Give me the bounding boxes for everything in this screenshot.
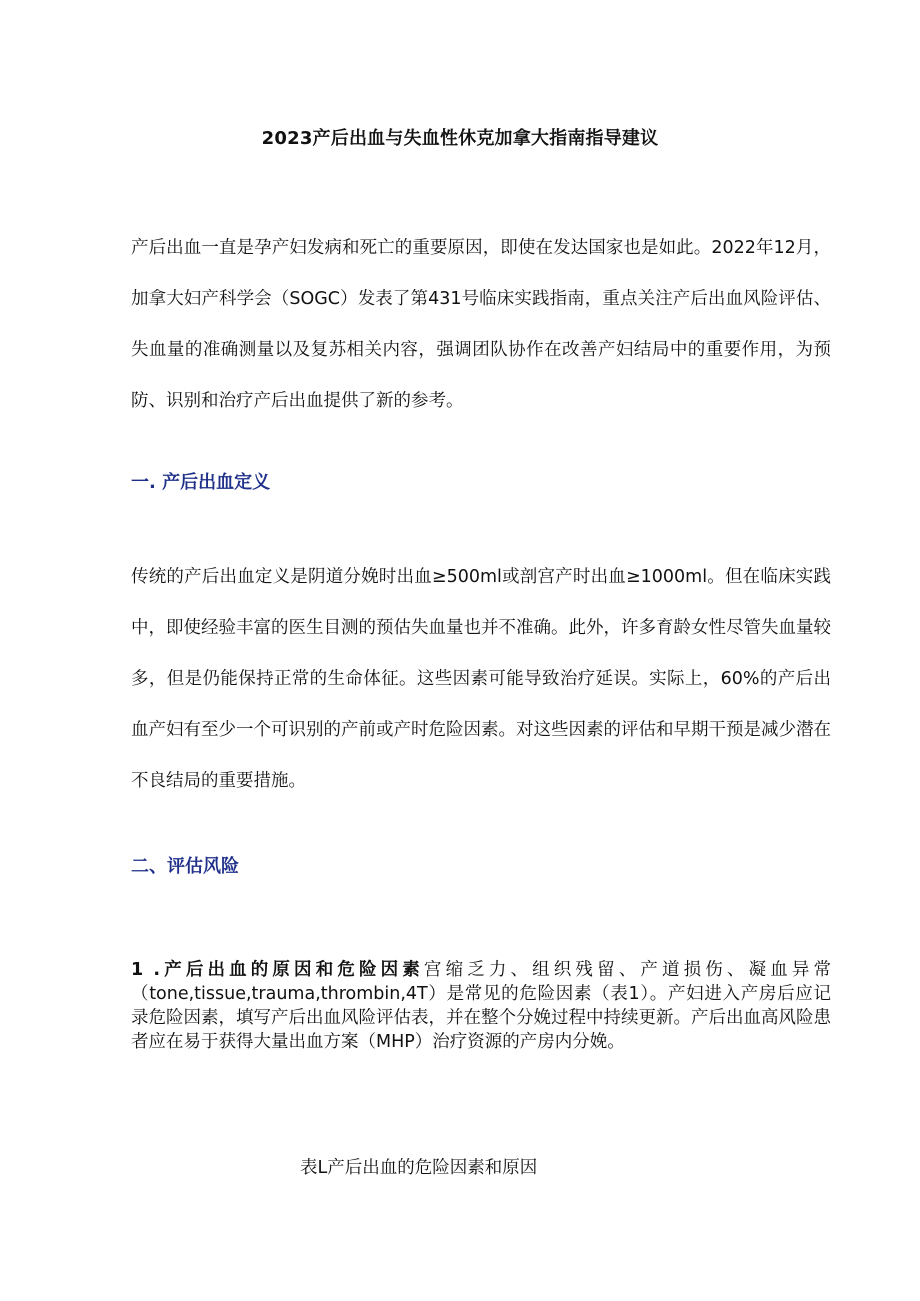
section-heading-risk-assessment: 二、评估风险 (131, 856, 239, 877)
risk-factors-lead: 1 .产后出血的原因和危险因素 (131, 960, 424, 980)
definition-paragraph: 传统的产后出血定义是阴道分娩时出血≥500ml或剖宫产时出血≥1000ml。但在临床实践中，即使经验丰富的医生目测的预估失血量也并不准确。此外，许多育龄女性尽管失血量较多，但是仍能保持正常的生命体征。这些因素可能导致治疗延误。实际上，60%的产后出血产妇有至少一个可识别的产前或产时危险因素。对这些因素的评估和早期干预是减少潜在不良结局的重要措施。 (131, 567, 831, 791)
document-title: 2023产后出血与失血性休克加拿大指南指导建议 (261, 128, 659, 149)
risk-factors-paragraph (131, 958, 831, 1054)
table-caption: 表L产后出血的危险因素和原因 (300, 1158, 538, 1178)
intro-paragraph: 产后出血一直是孕产妇发病和死亡的重要原因，即使在发达国家也是如此。2022年12月，加拿大妇产科学会（SOGC）发表了第431号临床实践指南，重点关注产后出血风险评估、失血量的准确测量以及复苏相关内容，强调团队协作在改善产妇结局中的重要作用，为预防、识别和治疗产后出血提供了新的参考。 (131, 238, 831, 411)
risk-factors-body: 宫缩乏力、组织残留、产道损伤、凝血异常（tone,tissue,trauma,thrombin,4T）是常见的危险因素（表1）。产妇进入产房后应记录危险因素，填写产后出血风险评估表，并在整个分娩过程中持续更新。产后出血高风险患者应在易于获得大量出血方案（MHP）治疗资源的产房内分娩。 (131, 960, 831, 1052)
section-heading-definition: 一. 产后出血定义 (131, 472, 271, 493)
